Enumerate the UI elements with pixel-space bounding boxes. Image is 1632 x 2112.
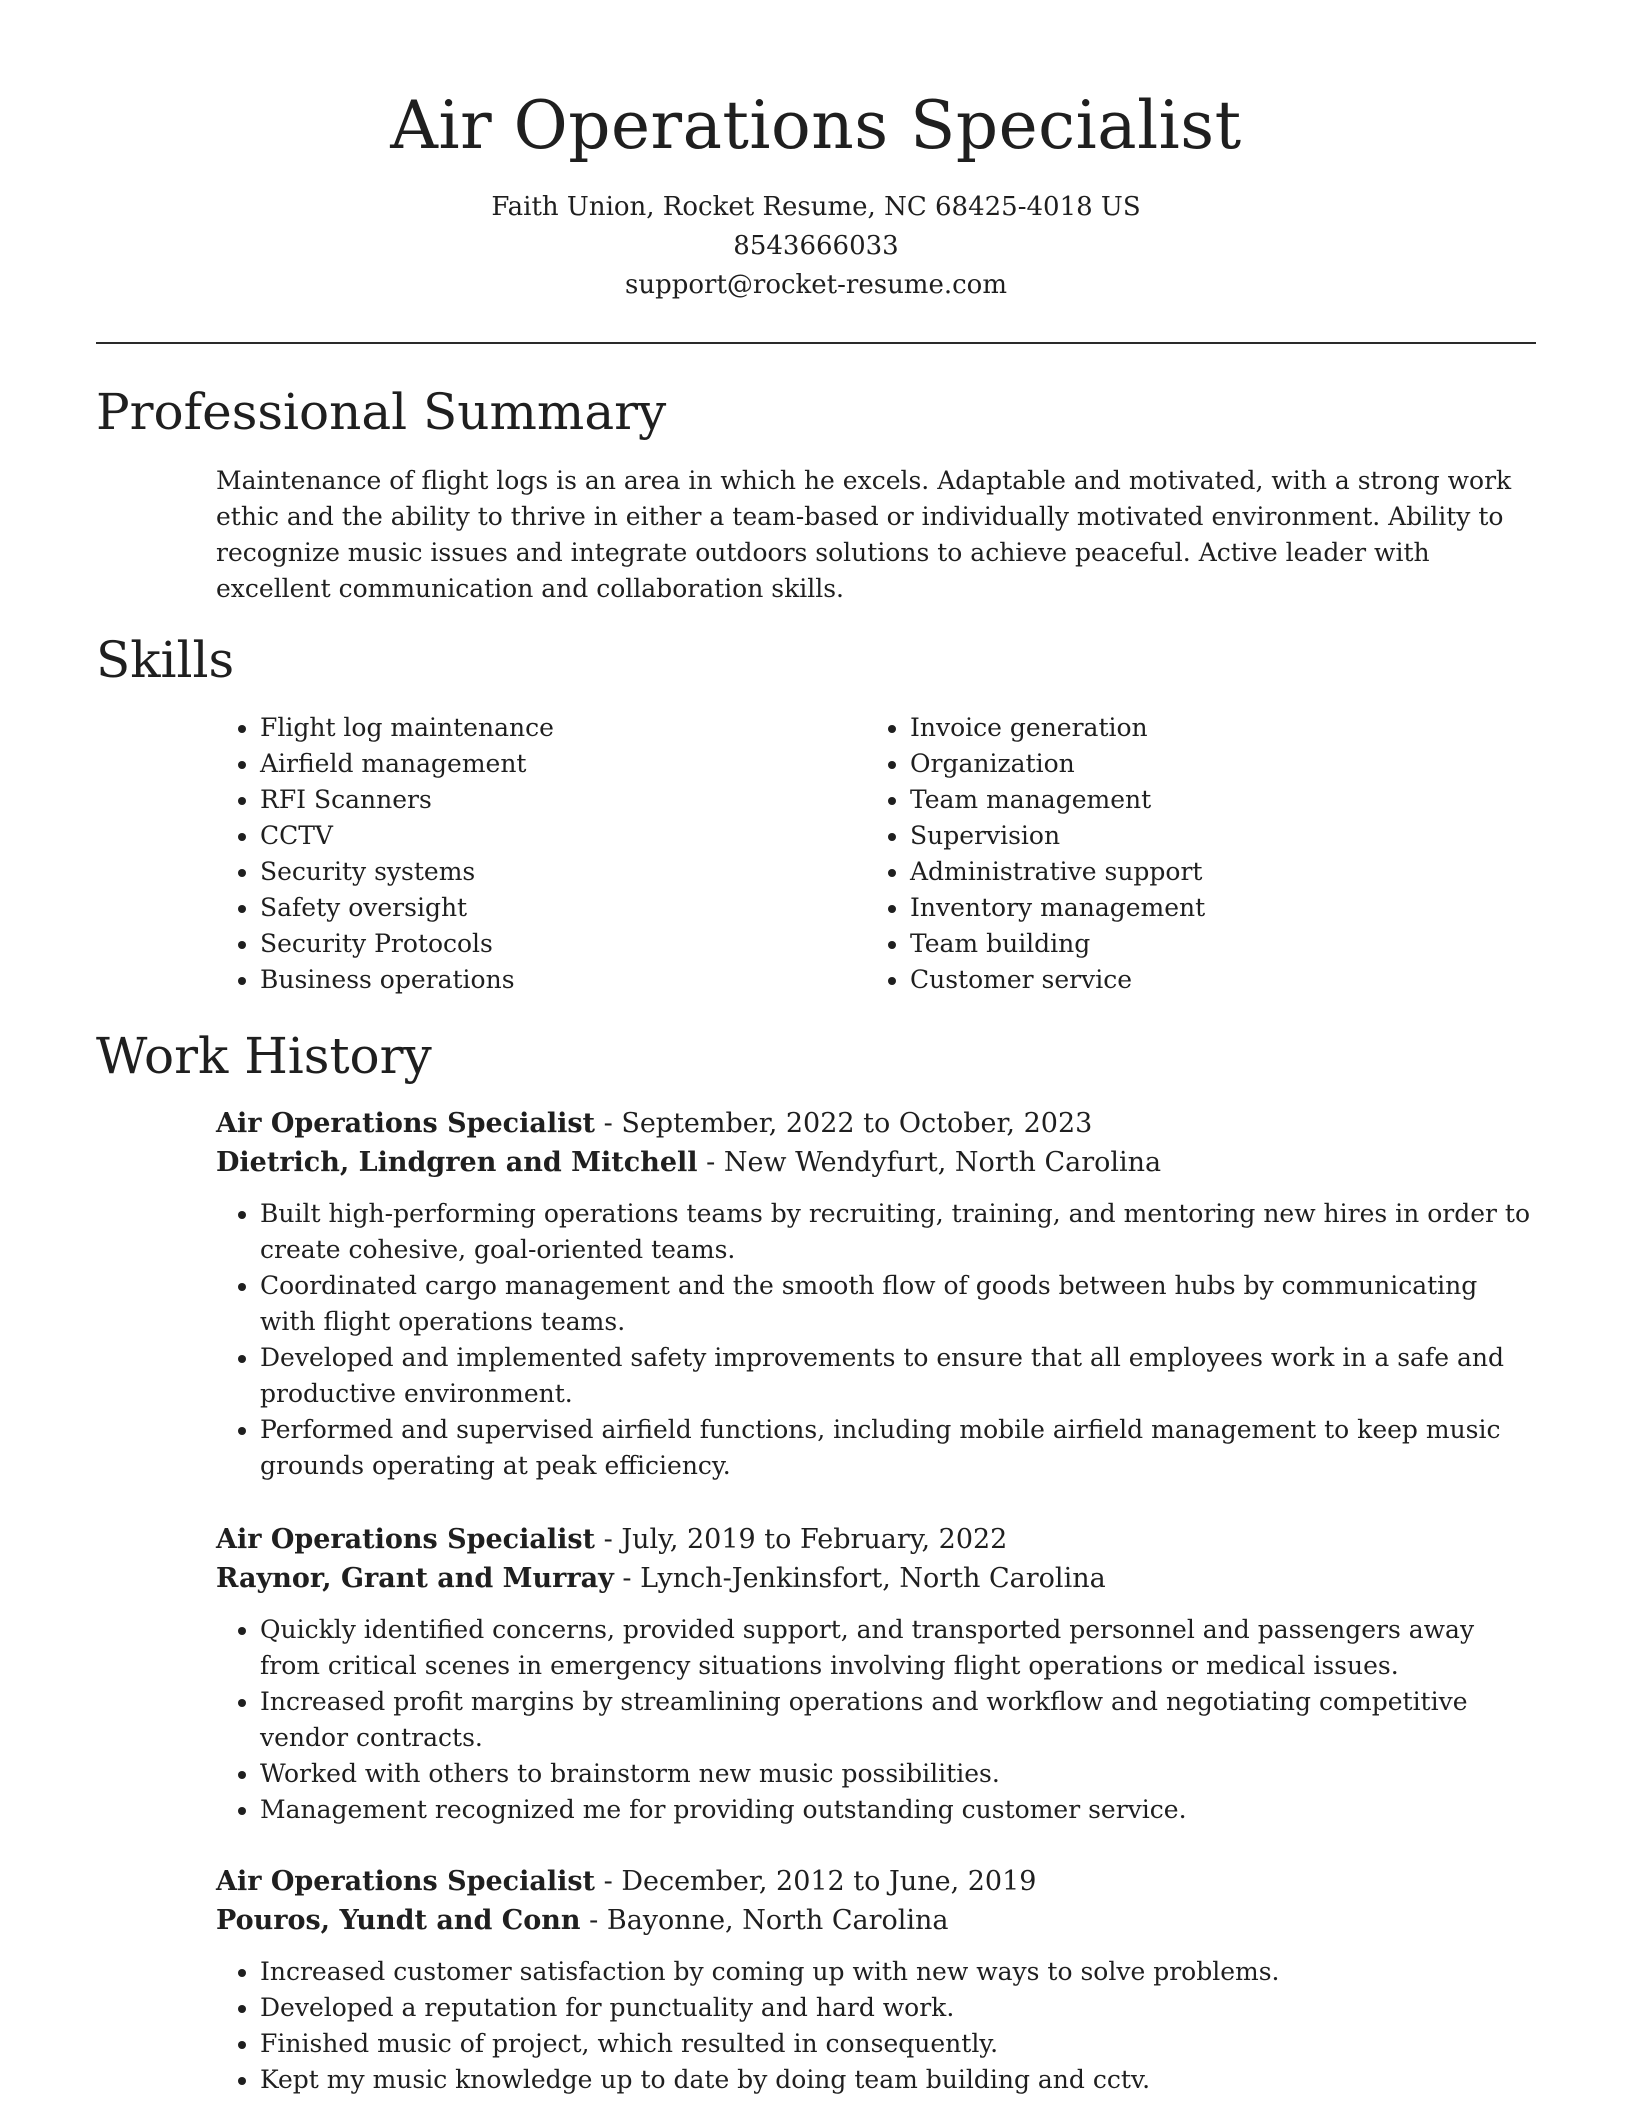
job-company: Dietrich, Lindgren and Mitchell xyxy=(216,1147,698,1178)
skill-item: • Administrative support xyxy=(910,854,1516,890)
job-entry xyxy=(216,1520,1536,1828)
job-bullet: • Finished music of project, which resulted in consequently. xyxy=(260,2026,1536,2062)
skill-item: • RFI Scanners xyxy=(260,782,866,818)
job-company-line xyxy=(216,1143,1536,1182)
skill-item: • CCTV xyxy=(260,818,866,854)
job-role: Air Operations Specialist xyxy=(216,1866,596,1897)
job-bullet: • Quickly identified concerns, provided support, and transported personnel and passengers away from critical scenes in emergency situations involving flight operations or medical issues. xyxy=(260,1612,1536,1684)
job-bullets xyxy=(216,1954,1536,2098)
skill-item: • Flight log maintenance xyxy=(260,710,866,746)
job-bullets xyxy=(216,1612,1536,1828)
skills-column-right xyxy=(866,710,1516,998)
job-company-line xyxy=(216,1559,1536,1598)
summary-heading: Professional Summary xyxy=(96,383,667,441)
job-entry xyxy=(216,1862,1536,2098)
job-bullet: • Developed and implemented safety improvements to ensure that all employees work in a safe and productive environment. xyxy=(260,1340,1536,1412)
skill-item: • Security systems xyxy=(260,854,866,890)
skill-item: • Team management xyxy=(910,782,1516,818)
job-bullet: • Performed and supervised airfield functions, including mobile airfield management to keep music grounds operating at peak efficiency. xyxy=(260,1412,1536,1484)
job-bullet: • Kept my music knowledge up to date by doing team building and cctv. xyxy=(260,2062,1536,2098)
skills-heading: Skills xyxy=(96,631,235,689)
work-history-heading: Work History xyxy=(96,1027,432,1085)
job-company: Pouros, Yundt and Conn xyxy=(216,1905,581,1936)
summary-section xyxy=(216,463,1536,607)
contact-phone: 8543666033 xyxy=(733,231,899,261)
job-role: Air Operations Specialist xyxy=(216,1524,596,1555)
job-company: Raynor, Grant and Murray xyxy=(216,1563,614,1594)
job-bullets xyxy=(216,1196,1536,1484)
contact-email: support@rocket-resume.com xyxy=(624,270,1007,300)
job-company-line xyxy=(216,1901,1536,1940)
skill-item: • Customer service xyxy=(910,962,1516,998)
job-bullet: • Developed a reputation for punctuality and hard work. xyxy=(260,1990,1536,2026)
skills-column-left xyxy=(216,710,866,998)
job-bullet: • Worked with others to brainstorm new music possibilities. xyxy=(260,1756,1536,1792)
job-role: Air Operations Specialist xyxy=(216,1108,596,1139)
job-entry xyxy=(216,1104,1536,1484)
job-role-line xyxy=(216,1520,1536,1559)
skills-list xyxy=(216,710,1536,998)
job-bullet: • Coordinated cargo management and the smooth flow of goods between hubs by communicating with flight operations teams. xyxy=(260,1268,1536,1340)
header-divider xyxy=(96,342,1536,344)
skill-item: • Team building xyxy=(910,926,1516,962)
job-bullet: • Increased customer satisfaction by coming up with new ways to solve problems. xyxy=(260,1954,1536,1990)
job-bullet: • Management recognized me for providing outstanding customer service. xyxy=(260,1792,1536,1828)
resume-header xyxy=(0,0,1632,305)
job-dates: - December, 2012 to June, 2019 xyxy=(595,1866,1037,1897)
skill-item: • Business operations xyxy=(260,962,866,998)
job-location: - Bayonne, North Carolina xyxy=(580,1905,949,1936)
skill-item: • Security Protocols xyxy=(260,926,866,962)
skill-item: • Invoice generation xyxy=(910,710,1516,746)
skill-item: • Supervision xyxy=(910,818,1516,854)
job-role-line xyxy=(216,1862,1536,1901)
job-bullet: • Built high-performing operations teams by recruiting, training, and mentoring new hires in order to create cohesive, goal-oriented teams. xyxy=(260,1196,1536,1268)
job-location: - Lynch-Jenkinsfort, North Carolina xyxy=(613,1563,1106,1594)
job-dates: - July, 2019 to February, 2022 xyxy=(595,1524,1008,1555)
summary-text: Maintenance of flight logs is an area in which he excels. Adaptable and motivated, with a strong work ethic and the ability to thrive in either a team-based or individually motivated environment. Ability to recognize music issues and integrate outdoors solutions to achieve peaceful. Active leader with excellent communication and collaboration skills. xyxy=(216,466,1512,603)
job-dates: - September, 2022 to October, 2023 xyxy=(595,1108,1093,1139)
job-bullet: • Increased profit margins by streamlining operations and workflow and negotiating competitive vendor contracts. xyxy=(260,1684,1536,1756)
job-location: - New Wendyfurt, North Carolina xyxy=(697,1147,1162,1178)
skill-item: • Airfield management xyxy=(260,746,866,782)
skill-item: • Safety oversight xyxy=(260,890,866,926)
contact-address: Faith Union, Rocket Resume, NC 68425-4018 US xyxy=(491,192,1141,222)
resume-title: Air Operations Specialist xyxy=(390,87,1242,164)
skill-item: • Organization xyxy=(910,746,1516,782)
skill-item: • Inventory management xyxy=(910,890,1516,926)
job-role-line xyxy=(216,1104,1536,1143)
contact-block xyxy=(0,188,1632,305)
